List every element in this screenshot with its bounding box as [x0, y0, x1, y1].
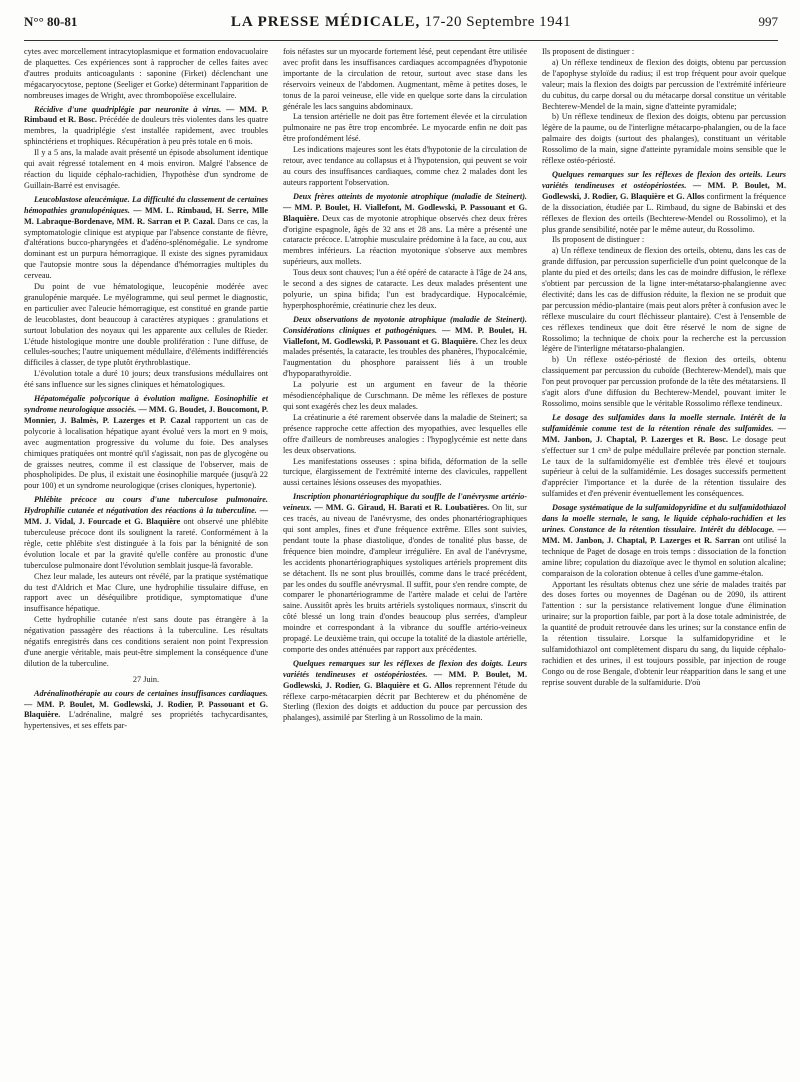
body-paragraph: fois néfastes sur un myocarde fortement lésé, peut cependant être utilisée avec profit dans les insuffisances cardiaques accompagnées d'hypotonie importante de la circulation de retour, surtout avec stase dans les réservoirs veineux de l'abdomen. Augmentant, même à petites doses, le tonus de la paroi veineuse, elle vide en quelque sorte dans la circulation générale les lacs sanguins abdominaux.: [283, 47, 527, 111]
page-number: 997: [758, 14, 778, 29]
communication-title: Quelques remarques sur les réflexes de flexion des doigts. Leurs variétés tendineuses et ostéopériostées.: [283, 658, 527, 679]
communication-body: Précédée de douleurs très violentes dans les quatre membres, la quadriplégie s'est installée rapidement, avec troubles sphinctériens et trophiques. Récupération à peu près totale en 6 mois.: [24, 115, 268, 147]
body-paragraph: Du point de vue hématologique, leucopénie modérée avec granulopénie marquée. Le myélogramme, qui seul permet le diagnostic, en particulier avec l'aleucie hémorragique, est constitué en grande partie de leucoblastes, dont beaucoup à caractères atypiques : granulations et surtout lobulation des noyaux qui les apparente aux cellules de Rieder. L'étude histologique montre une double prolifération : l'une diffuse, de cellules-souches; l'autre uniquement médullaire, d'éléments indifférenciés difficiles à classer, de type plutôt érythroblastique.: [24, 282, 268, 368]
column-2: [283, 47, 527, 1077]
communication-title: Inscription phonartériographique du souffle de l'anévrysme artério-veineux.: [283, 492, 527, 513]
body-paragraph: Cette hydrophilie cutanée n'est sans doute pas étrangère à la négativation passagère des réactions à la tuberculine. Les résultats négatifs enregistrés dans ces conditions seraient non point l'expression d'une anergie véritable, mais peut-être simplement la conséquence d'une dilution de la tuberculine.: [24, 615, 268, 668]
body-paragraph: Ils proposent de distinguer :: [552, 235, 645, 245]
body-paragraph: La tension artérielle ne doit pas être fortement élevée et la circulation pulmonaire ne pas être trop encombrée. Le myocarde enfin ne doit pas être profondément lésé.: [283, 112, 527, 144]
body-paragraph: b) Un réflexe ostéo-périosté de flexion des orteils, obtenu classiquement par percussion du cuboïde (Bechterew-Mendel), mais que l'on peut provoquer par percussion profonde de la tête des métatarsiens. Il s'agit alors d'une diffusion du Bechterew-Mendel, pouvant imiter le Rossolimo, moins sensible que le véritable Rossolimo réflexe tendineux.: [542, 355, 786, 408]
body-paragraph: Les indications majeures sont les états d'hypotonie de la circulation de retour, avec tendance au collapsus et à l'hypotension, qui peuvent se voir au cours des insuffisances cardiaques, comme chez 2 malades dont les auteurs rapportent l'observation.: [283, 145, 527, 187]
communication-authors: — MM. M. Janbon, J. Chaptal, P. Lazerges et R. Sarran: [542, 524, 786, 545]
body-paragraph: Tous deux sont chauves; l'un a été opéré de cataracte à l'âge de 24 ans, le second a des signes de cataracte. Les deux malades présentent une polyurie, un spina bifida; l'un est bradycardique. Hypocalcémie, hyperphosphorémie, créatinurie chez les deux.: [283, 268, 527, 310]
communication-entry: [542, 170, 786, 235]
communication-title: Dosage systématique de la sulfamidopyridine et du sulfamidothiazol dans la moelle sternale, le sang, le liquide céphalo-rachidien et les urines. Constance de la rétention tissulaire. Intérêt du déblocage.: [542, 503, 786, 534]
communication-body: ont utilisé la technique de Paget de dosage en trois temps : dissociation de la fonction amine libre; copulation du diazoïque avec le thymol en solution alcaline; comparaison de la coloration obtenue à celles d'une gamme-étalon.: [542, 535, 786, 578]
communication-title: Deux frères atteints de myotonie atrophique (maladie de Steinert).: [293, 191, 527, 201]
body-paragraph: cytes avec morcellement intracytoplasmique et formation endovacuolaire de plaquettes. Ces expériences sont à rapprocher de celles faites avec d'autres produits anticoagulants : saponine (Firket) déclenchant une mégacaryocytose, peptone (Seeliger et Gorke) déterminant l'apparition de nombreuses images de Wright, avec thrombopoïèse excellulaire.: [24, 47, 268, 100]
body-paragraph: b) Un réflexe tendineux de flexion des doigts, obtenu par percussion légère de la paume, ou de l'interligne métacarpo-phalangien, ou de la face palmaire des doigts (surtout des phalanges), constituant un véritable Rossolimo de la main, signe d'atteinte pyramidale moins sensible que le réflexe ostéo-périosté.: [542, 112, 786, 166]
session-date: 27 Juin.: [132, 674, 160, 684]
communication-title: Hépatomégalie polycorique à évolution maligne. Eosinophilie et syndrome neurologique associés.: [24, 394, 268, 414]
body-paragraph: Les manifestations osseuses : spina bifida, déformation de la selle turcique, élargissement de l'extrémité interne des clavicules, rappellent aussi certaines lésions osseuses des myopathies.: [283, 456, 527, 488]
communication-body: reprennent l'étude du réflexe carpo-métacarpien décrit par Bechterew et du phénomène de Sterling (flexion des doigts et adduction du pouce par percussion des phalanges), assimilé par Sterling à un Rossolimo de la main.: [283, 680, 527, 723]
body-paragraph: a) Un réflexe tendineux de flexion des orteils, obtenu, dans les cas de grande diffusion, par percussion superficielle d'un point quelconque de la plante du pied et des orteils; dans les cas de moindre diffusion, le réflexe s'obtient par percussion de la ligne inter-métatarso-phalangienne avec électivité; dans les cas de diffusion réduite, la flexion ne se produit que par percussion médio-plantaire (mais peut alors prêter à confusion avec le réflexe musculaire du court fléchisseur plantaire). C'est à l'ensemble de ces réflexes tendineux que doit être réservé le nom de signe de Rossolimo; la technique de choix pour la recherche est la percussion légère de l'interligne métatarso-phalangien.: [542, 246, 786, 354]
communication-body: Deux cas de myotonie atrophique observés chez deux frères d'origine espagnole, âgés de 32 ans et 28 ans. La mère a présenté une cataracte précoce. L'atrophie musculaire prédomine à la face, au cou, aux membres inférieurs. La réaction myotonique s'observe aux membres supérieurs, aux mollets.: [283, 213, 527, 267]
body-paragraph: Il y a 5 ans, la malade avait présenté un épisode absolument identique qui avait régressé totalement en 4 mois environ. Malgré l'absence de réaction du liquide céphalo-rachidien, l'hypothèse d'un syndrome de Guillain-Barré est envisagée.: [24, 148, 268, 190]
communication-authors: — MM. Janbon, J. Chaptal, P. Lazerges et R. Bosc.: [542, 423, 786, 444]
page-header: [24, 14, 778, 41]
communication-entry: [542, 413, 786, 500]
communication-body: On lit, sur ces tracés, au niveau de l'anévrysme, des ondes phonartériographiques qui sont amples, fines et d'une fréquence extrême. Elles sont suivies, pendant toute la phase diastolique, d'ondes de tonalité plus basse, de fréquence bien moindre, d'ampleur irrégulière. En aval de l'anévrysme, les accidents phonartériographiques systoliques artériels proprement dits se détachent. Ils ne sont plus brouillés, comme dans le tracé précédent, par les ondes du souffle anévrysmal. Il suffit, pour s'en rendre compte, de comparer le phonartériogramme de l'artère malade et celui de l'artère saine. Aussitôt après les bruits artériels systoliques normaux, s'inscrit du côté blessé un long train d'ondes beaucoup plus serrées, d'ampleur moindre et correspondant à la vibrance du souffle artério-veineux propagé. Le deuxième train, qui occupe la totalité de la diastole artérielle, comporte des ondes atténuées par rapport aux précédentes.: [283, 503, 527, 654]
body-paragraph: Ils proposent de distinguer :: [542, 47, 635, 56]
communication-body: Dans ce cas, la symptomatologie clinique est atypique par l'absence constante de fièvre, d'altérations bucco-pharyngées et d'adéno-splénomégalie. Le syndrome dominant est un purpura hémorragique. Il existe des signes pyramidaux que l'autopsie montre sous la dépendance d'hémorragies multiples du cerveau.: [24, 216, 268, 281]
body-paragraph: Chez leur malade, les auteurs ont révélé, par la pratique systématique du test d'Aldrich et Mac Clure, une hydrophilie tissulaire diffuse, en rapport avec un déséquilibre protidique, symptomatique d'une insuffisance hépatique.: [24, 571, 268, 614]
communication-body: ont observé une phlébite tuberculeuse précoce dont ils soulignent la rareté. Conformément à la règle, cette phlébite s'est distinguée à la fois par la bénignité de son évolution locale et par la gravité qu'elle confère au pronostic d'une tuberculose pulmonaire dont l'évolution semblait jusque-là favorable.: [24, 517, 268, 570]
column-3: [542, 47, 786, 1077]
communication-authors: — MM. G. Giraud, H. Barati et R. Loubatières.: [314, 503, 490, 513]
communication-authors: — MM. P. Boulet, M. Godlewski, J. Rodier, G. Blaquière et G. Allos: [283, 669, 527, 690]
communication-title: Le dosage des sulfamides dans la moelle sternale. Intérêt de la sulfamidémie comme test de la rétention rénale des sulfamides.: [542, 412, 786, 433]
communication-title: Adrénalinothérapie au cours de certaines insuffisances cardiaques.: [34, 688, 268, 698]
communication-body: Chez les deux malades présentés, la cataracte, les troubles des phanères, l'hypocalcémie, l'augmentation du phosphore paraissent liés à un trouble d'hypoparathyroïdie.: [283, 336, 527, 379]
communication-authors: — MM. L. Rimbaud, H. Serre, Mlle M. Labraque-Bordenave, MM. R. Sarran et P. Cazal.: [24, 205, 268, 226]
communication-entry: [283, 659, 527, 724]
communication-authors: — MM. P. Boulet, H. Viallefont, M. Godlewski, P. Passouant et G. Blaquière.: [283, 325, 527, 346]
communication-authors: — MM. J. Vidal, J. Fourcade et G. Blaquière: [24, 506, 268, 527]
running-title: [144, 14, 658, 31]
body-paragraph: La créatinurie a été rarement observée dans la maladie de Steinert; sa présence rapproche cette affection des myopathies, avec lesquelles elle offre d'ailleurs de nombreuses analogies : l'hypoglycémie est nette dans les deux observations.: [283, 412, 527, 455]
communication-title: Deux observations de myotonie atrophique (maladie de Steinert). Considérations cliniques et pathogéniques.: [283, 314, 527, 335]
communication-entry: [283, 492, 527, 656]
communication-entry: [24, 394, 268, 492]
article-columns: [24, 47, 786, 1077]
body-paragraph: a) Un réflexe tendineux de flexion des doigts, obtenu par percussion de l'apophyse styloïde du radius; il est trop fréquent pour avoir quelque valeur; mais la flexion des doigts par percussion de l'extrémité inférieure du cubitus, du carpe dorsal ou du métacarpe dorsal constitue un véritable Bechterew-Mendel de la main, signe d'atteinte pyramidale;: [542, 57, 786, 111]
communication-entry: [542, 503, 786, 579]
communication-entry: [24, 105, 268, 149]
communication-authors: — MM. P. Rimbaud et R. Bosc.: [24, 104, 268, 125]
communication-body: L'adrénaline, malgré ses propriétés tachycardisantes, hypertensives, et ses effets par-: [24, 710, 268, 731]
body-paragraph: L'évolution totale a duré 10 jours; deux transfusions médullaires ont été sans influence sur les signes cliniques et hématologiques.: [24, 369, 268, 390]
communication-entry: [24, 689, 268, 733]
communication-title: Quelques remarques sur les réflexes de flexion des orteils. Leurs variétés tendineuses et ostéopériostées.: [542, 169, 786, 190]
column-1: [24, 47, 268, 1077]
journal-name: LA PRESSE MÉDICALE,: [230, 14, 421, 30]
communication-authors: — MM. G. Boudet, J. Boucomont, P. Monnier, J. Balmès, P. Lazerges et P. Cazal: [24, 405, 268, 425]
communication-body: rapportent un cas de polycorie à localisation hépatique ayant évolué vers la mort en 9 mois, avec augmentation progressive du volume du foie. Des analyses chimiques pratiquées ont montré qu'il s'agissait, non pas de glycogène ou de graisses neutres, comme il est classique de l'observer, mais de phospholipides. De plus, il existait une éosinophilie marquée (jusqu'à 22 pour 100) et un syndrome neurologique (crises cloniques, hypertonie).: [24, 415, 268, 491]
communication-authors: — MM. P. Boulet, M. Godlewski, J. Rodier, P. Passouant et G. Blaquière.: [24, 699, 268, 720]
communication-authors: — MM. P. Boulet, M. Godlewski, J. Rodier, G. Blaquière et G. Allos: [542, 180, 786, 201]
issue-date: 17-20 Septembre 1941: [424, 14, 572, 30]
communication-title: Phlébite précoce au cours d'une tuberculose pulmonaire. Hydrophilie cutanée et négativation des réactions à la tuberculine.: [24, 495, 268, 516]
communication-entry: [283, 315, 527, 380]
issue-numbers: N°° 80-81: [24, 14, 78, 29]
communication-authors: — MM. P. Boulet, H. Viallefont, M. Godlewski, P. Passouant et G. Blaquière.: [283, 202, 527, 223]
body-paragraph: La polyurie est un argument en faveur de la théorie mésodiencéphalique de Curschmann. De même les réflexes de posture qui sont exagérés chez les deux malades.: [283, 380, 527, 411]
communication-body: Le dosage peut s'effectuer sur 1 cm³ de pulpe médullaire prélevée par ponction sternale. Le taux de la sulfamidomyélie est d'emblée très élevé et toujours supérieur à celui de la sulfamidémie. Les dosages successifs permettent d'apprécier l'importance et la durée de la rétention tissulaire des sulfamides et d'en prévenir éventuellement les conséquences.: [542, 434, 786, 499]
communication-entry: [24, 495, 268, 571]
communication-entry: [283, 192, 527, 268]
body-paragraph: Apportant les résultats obtenus chez une série de malades traités par des doses fortes ou moyennes de Dagénan ou de 2090, ils attirent l'attention : sur la persistance relativement longue d'une élimination urinaire; sur la proportion faible, par port à la dose totale administrée, de la quantité de produit retrouvée dans les urines; sur la constance enfin de la rétention tissulaire. Lorsque la sulfamidopyridine et le sulfamidothiazol ont complètement disparu du sang, du liquide céphalo-rachidien et des urines, il est toujours possible, par injection de rouge Congo ou de rose Bengale, d'obtenir leur réapparition dans le sang et une reprise souvent durable de la sulfamidurie. D'où: [542, 579, 786, 687]
communication-title: Récidive d'une quadriplégie par neuronite à virus.: [34, 104, 222, 114]
communication-body: confirment la fréquence de la dissociation, étudiée par L. Rimbaud, du signe de Babinski et des réflexes de flexion des orteils (Bechterew-Mendel ou Rossolimo), et la plus grande sensibilité, notée par le même auteur, du Rossolimo.: [542, 191, 786, 234]
communication-title: Leucoblastose aleucémique. La difficulté du classement de certaines hémopathies granulopéniques.: [24, 194, 268, 215]
communication-entry: [24, 195, 268, 282]
